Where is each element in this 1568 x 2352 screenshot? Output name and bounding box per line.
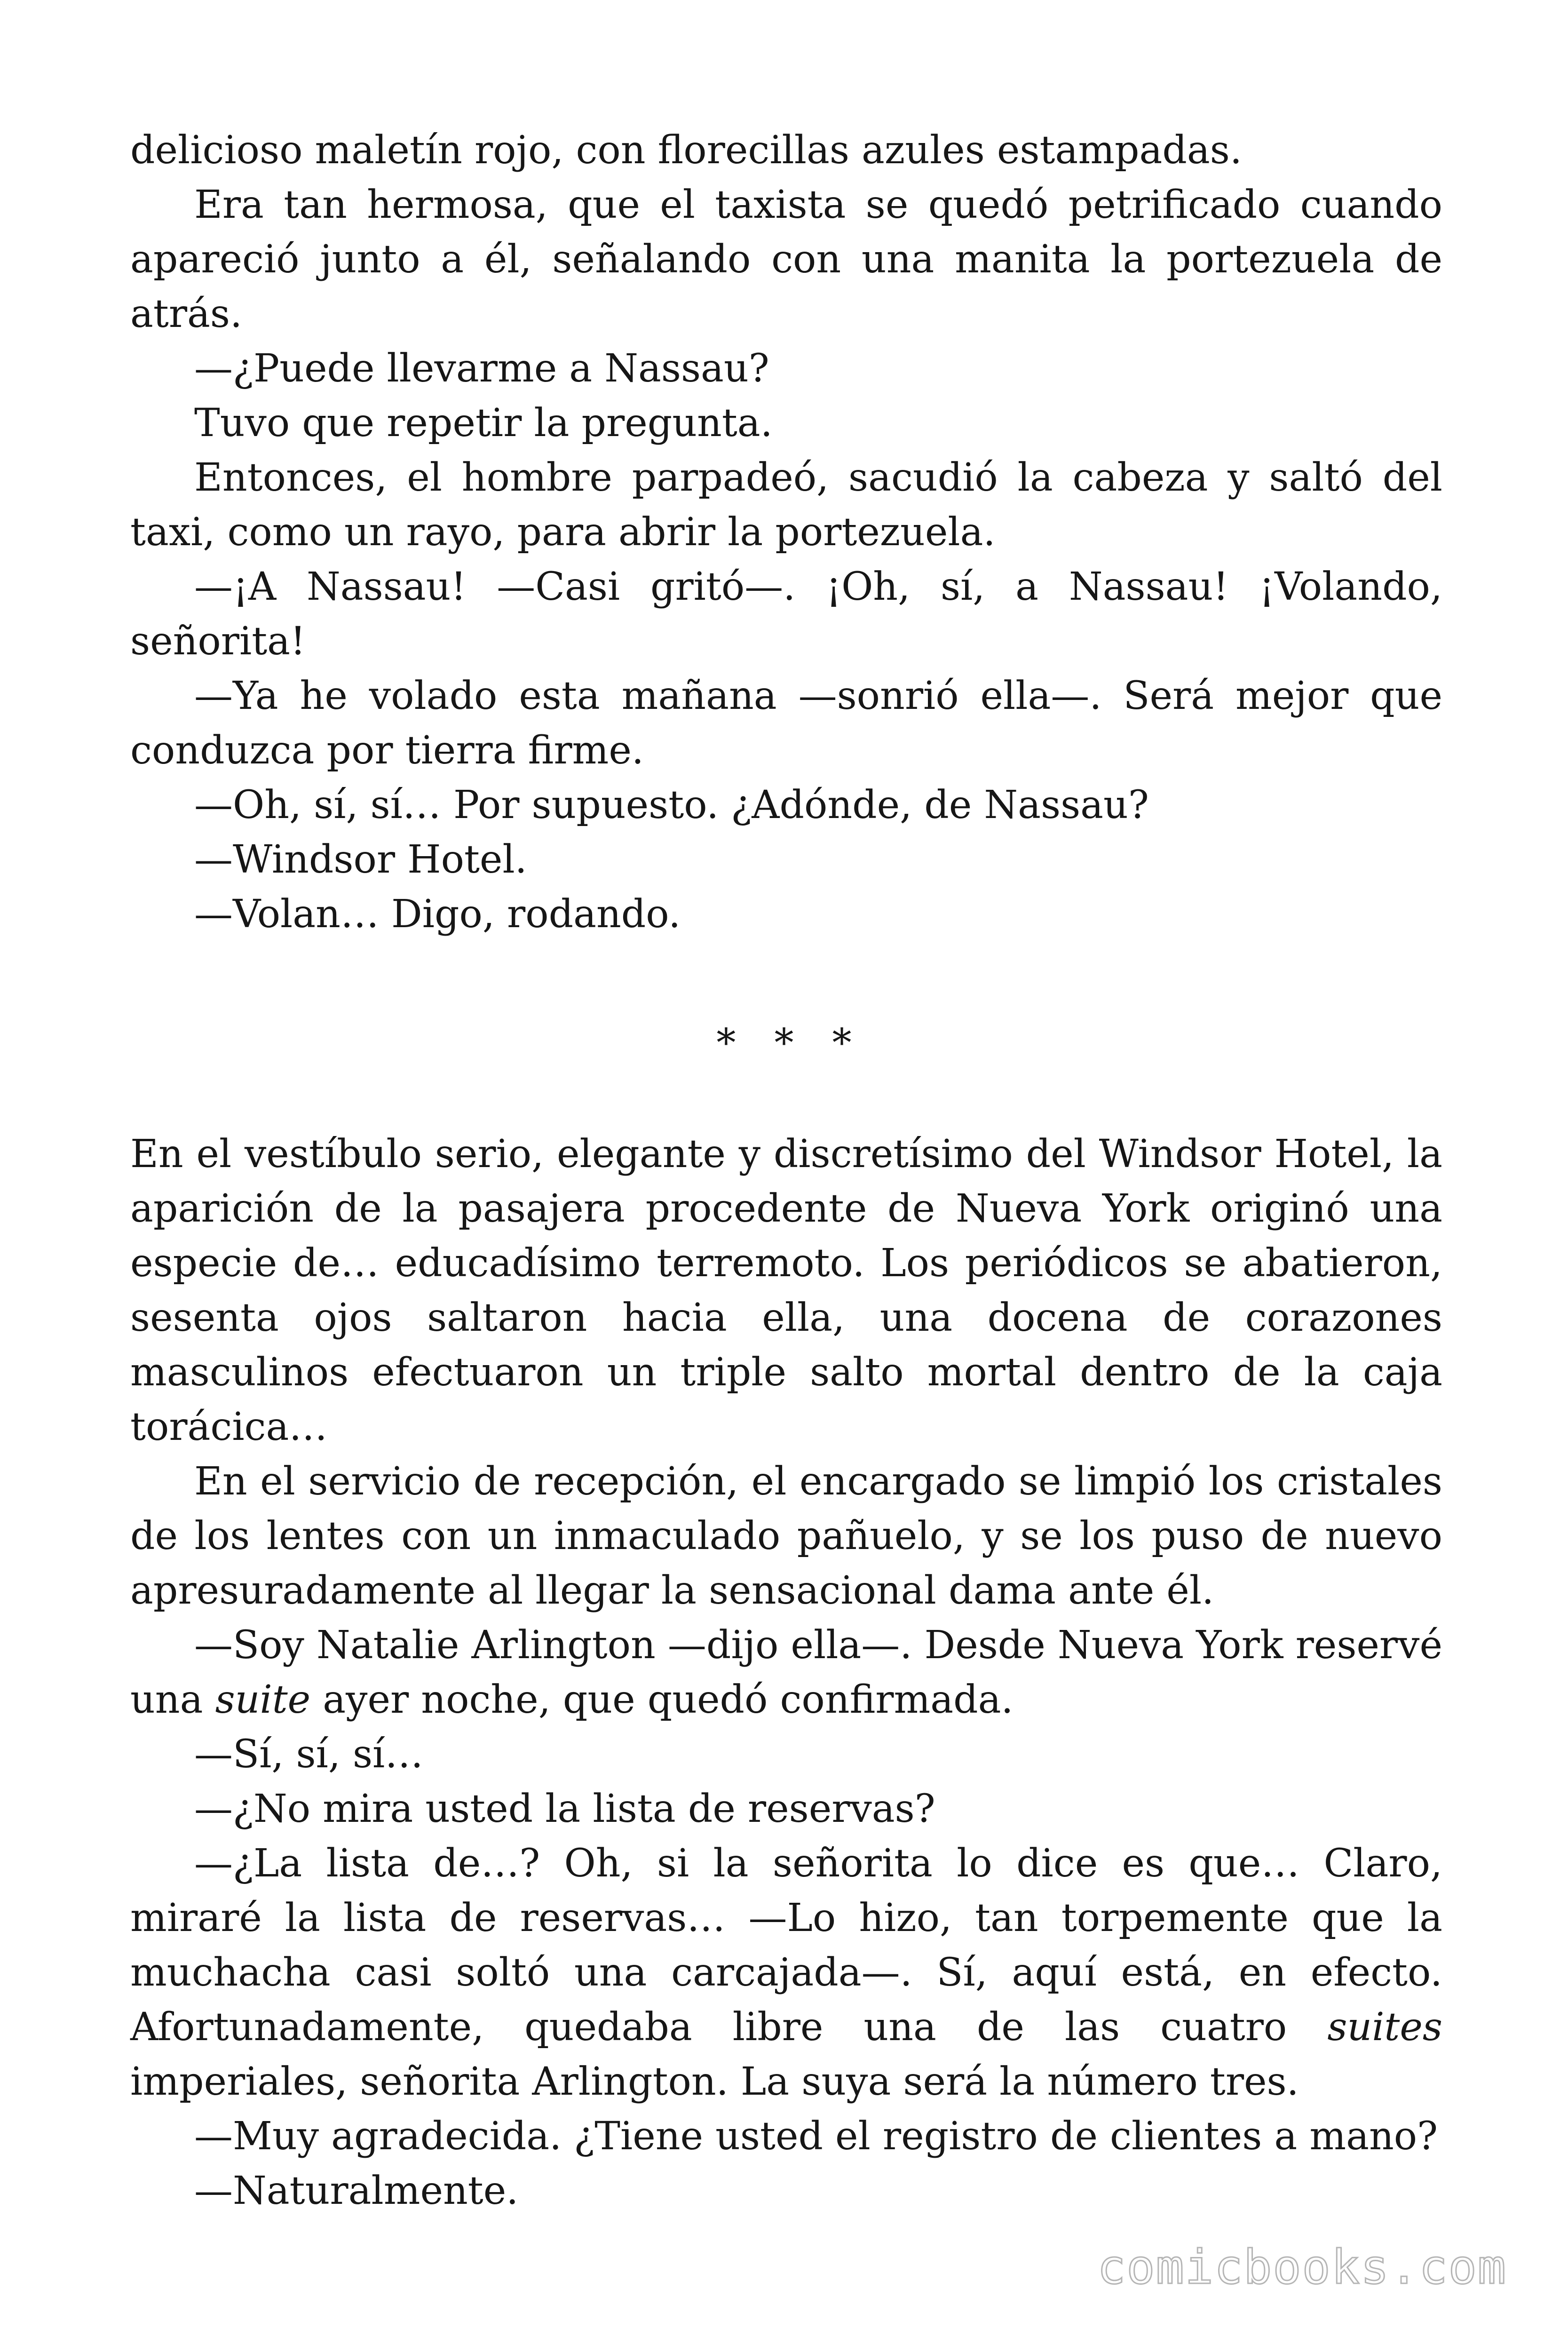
paragraph: —¿No mira usted la lista de reservas? — [194, 1787, 935, 1831]
paragraph: Era tan hermosa, que el taxista se quedó petrificado cuando apareció junto a él, señalando con una manita la portezuela de atrás. — [130, 183, 1442, 336]
paragraph: —Windsor Hotel. — [194, 837, 527, 882]
paragraph — [130, 1836, 1442, 2109]
paragraph: En el vestíbulo serio, elegante y discretísimo del Windsor Hotel, la aparición de la pasajera procedente de Nueva York originó una especie de… educadísimo terremoto. Los periódicos se abatieron, sesenta ojos saltaron hacia ella, una docena de corazones masculinos efectuaron un triple salto mortal dentro de la caja torácica… — [130, 1132, 1442, 1449]
italic-word: suite — [215, 1677, 311, 1722]
paragraph: —Ya he volado esta mañana —sonrió ella—. Será mejor que conduzca por tierra firme. — [130, 674, 1442, 773]
paragraph-text: —¿La lista de…? Oh, si la señorita lo dice es que… Claro, miraré la lista de reservas… —Lo hizo, tan torpemente que la muchacha casi soltó una carcajada—. Sí, aquí está, en efecto. Afortunadamente, quedaba libre una de las cuatro — [130, 1841, 1442, 2050]
paragraph-text: imperiales, señorita Arlington. La suya será la número tres. — [130, 2059, 1299, 2104]
paragraph: —Oh, sí, sí… Por supuesto. ¿Adónde, de Nassau? — [194, 783, 1149, 827]
paragraph: —Volan… Digo, rodando. — [194, 892, 681, 937]
italic-word: suites — [1327, 2005, 1442, 2050]
paragraph: —Naturalmente. — [194, 2169, 519, 2213]
paragraph: delicioso maletín rojo, con florecillas azules estampadas. — [130, 128, 1242, 173]
paragraph-text: —Soy Natalie Arlington —dijo ella—. Desde Nueva York reservé una — [130, 1623, 1442, 1722]
watermark: comicbooks.com — [1097, 2240, 1507, 2295]
text-block-bottom — [130, 1127, 1442, 2218]
paragraph — [130, 1618, 1442, 1727]
paragraph: —¡A Nassau! —Casi gritó—. ¡Oh, sí, a Nassau! ¡Volando, señorita! — [130, 564, 1442, 664]
paragraph-text: ayer noche, que quedó confirmada. — [310, 1677, 1014, 1722]
text-block-top — [130, 123, 1442, 942]
paragraph: Entonces, el hombre parpadeó, sacudió la cabeza y saltó del taxi, como un rayo, para abrir la portezuela. — [130, 455, 1442, 555]
paragraph: —Sí, sí, sí… — [194, 1732, 424, 1777]
section-separator: * * * — [716, 1021, 865, 1065]
paragraph: Tuvo que repetir la pregunta. — [194, 401, 773, 445]
paragraph: En el servicio de recepción, el encargado se limpió los cristales de los lentes con un inmaculado pañuelo, y se los puso de nuevo apresuradamente al llegar la sensacional dama ante él. — [130, 1459, 1442, 1613]
paragraph: —Muy agradecida. ¿Tiene usted el registro de clientes a mano? — [194, 2114, 1438, 2159]
paragraph: —¿Puede llevarme a Nassau? — [194, 346, 769, 391]
